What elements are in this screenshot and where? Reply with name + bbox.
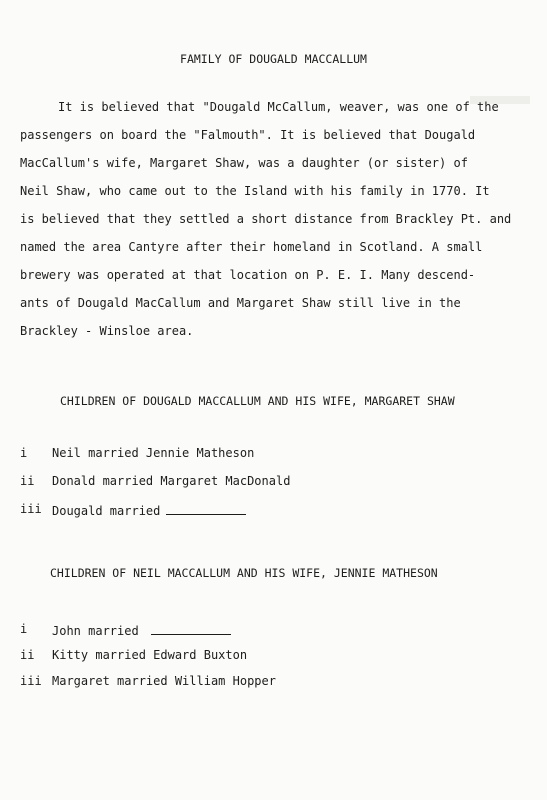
item-numeral: ii (20, 648, 35, 662)
paragraph-line: named the area Cantyre after their homeland in Scotland. A small (20, 240, 483, 254)
item-text: Donald married Margaret MacDonald (52, 474, 291, 488)
page-title: FAMILY OF DOUGALD MACCALLUM (180, 52, 367, 66)
item-numeral: i (20, 622, 28, 636)
item-numeral: i (20, 446, 28, 460)
item-numeral: iii (20, 502, 42, 516)
paragraph-line: It is believed that "Dougald McCallum, weaver, was one of the (58, 100, 499, 114)
paragraph-line: brewery was operated at that location on P. E. I. Many descend- (20, 268, 476, 282)
section-heading-neil-children: CHILDREN OF NEIL MACCALLUM AND HIS WIFE, JENNIE MATHESON (50, 566, 438, 580)
paragraph-line: Neil Shaw, who came out to the Island with his family in 1770. It (20, 184, 490, 198)
paragraph-line: passengers on board the "Falmouth". It is believed that Dougald (20, 128, 476, 142)
item-numeral: ii (20, 474, 35, 488)
item-text: Margaret married William Hopper (52, 674, 276, 688)
paragraph-line: is believed that they settled a short distance from Brackley Pt. and (20, 212, 512, 226)
blank-line (166, 502, 246, 515)
paragraph-line: MacCallum's wife, Margaret Shaw, was a daughter (or sister) of (20, 156, 468, 170)
item-text-with-blank (52, 622, 231, 638)
item-text: Dougald married (52, 504, 161, 518)
item-numeral: iii (20, 674, 42, 688)
paragraph-line: ants of Dougald MacCallum and Margaret Shaw still live in the (20, 296, 461, 310)
item-text-with-blank (52, 502, 246, 518)
blank-line (151, 622, 231, 635)
paragraph-line: Brackley - Winsloe area. (20, 324, 194, 338)
item-text: Kitty married Edward Buxton (52, 648, 248, 662)
section-heading-dougald-children: CHILDREN OF DOUGALD MACCALLUM AND HIS WIFE, MARGARET SHAW (60, 394, 455, 408)
item-text: John married (52, 624, 139, 638)
item-text: Neil married Jennie Matheson (52, 446, 255, 460)
